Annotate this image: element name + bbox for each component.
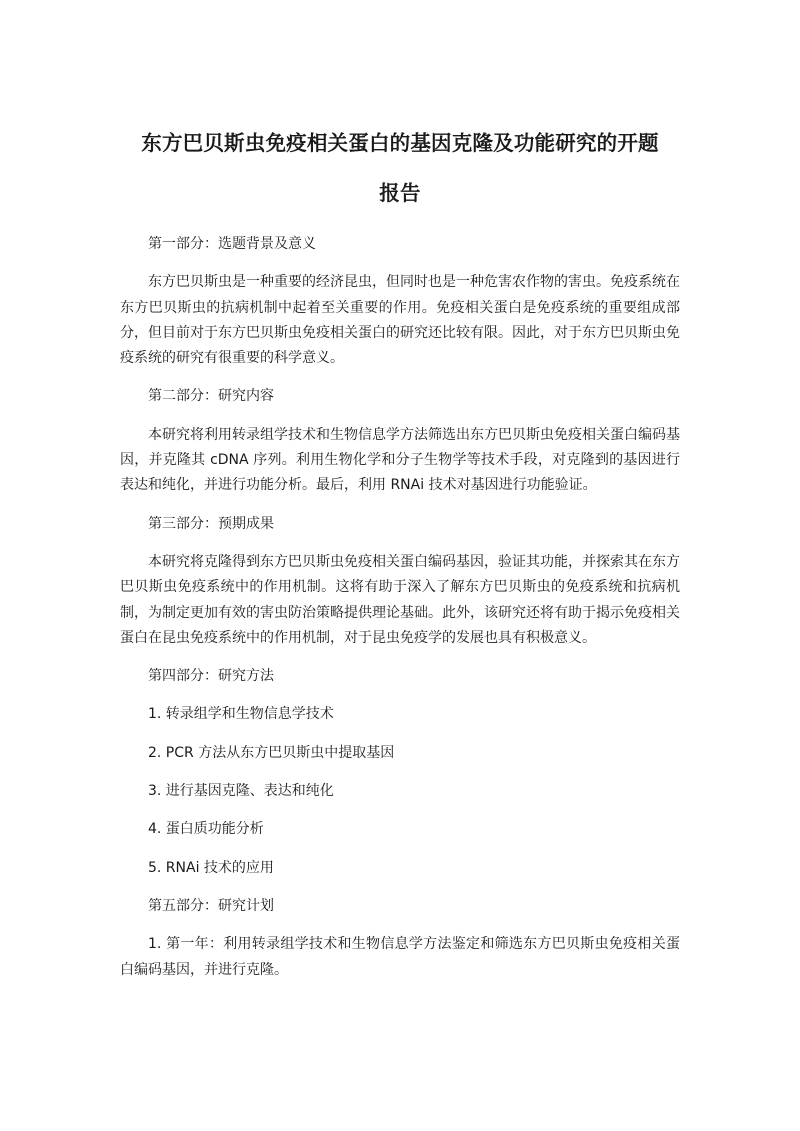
- part3-paragraph: 本研究将克隆得到东方巴贝斯虫免疫相关蛋白编码基因，验证其功能，并探索其在东方巴贝斯虫免疫系统中的作用机制。这将有助于深入了解东方巴贝斯虫的免疫系统和抗病机制，为制定更加有效的害虫防治策略提供理论基础。此外，该研究还将有助于揭示免疫相关蛋白在昆虫免疫系统中的作用机制，对于昆虫免疫学的发展也具有积极意义。: [120, 553, 680, 646]
- list-item: 1. 转录组学和生物信息学技术: [148, 706, 334, 723]
- document-title: [108, 118, 692, 218]
- part2-paragraph: 本研究将利用转录组学技术和生物信息学方法筛选出东方巴贝斯虫免疫相关蛋白编码基因，并克隆其 cDNA 序列。利用生物化学和分子生物学等技术手段，对克隆到的基因进行表达和纯化，并进行功能分析。最后，利用 RNAi 技术对基因进行功能验证。: [120, 426, 680, 494]
- title-line-1: 东方巴贝斯虫免疫相关蛋白的基因克隆及功能研究的开题: [141, 131, 659, 155]
- list-item: 1. 第一年：利用转录组学技术和生物信息学方法鉴定和筛选东方巴贝斯虫免疫相关蛋白编码基因，并进行克隆。: [120, 936, 680, 978]
- part5-heading: 第五部分：研究计划: [148, 897, 274, 914]
- part1-paragraph: 东方巴贝斯虫是一种重要的经济昆虫，但同时也是一种危害农作物的害虫。免疫系统在东方巴贝斯虫的抗病机制中起着至关重要的作用。免疫相关蛋白是免疫系统的重要组成部分，但目前对于东方巴贝斯虫免疫相关蛋白的研究还比较有限。因此，对于东方巴贝斯虫免疫系统的研究有很重要的科学意义。: [120, 274, 680, 367]
- list-item: 3. 进行基因克隆、表达和纯化: [148, 783, 334, 800]
- part3-heading: 第三部分：预期成果: [148, 515, 274, 532]
- part1-heading: 第一部分：选题背景及意义: [148, 236, 316, 252]
- list-item: 4. 蛋白质功能分析: [148, 821, 264, 838]
- list-item: 5. RNAi 技术的应用: [148, 859, 274, 876]
- part2-heading: 第二部分：研究内容: [148, 388, 274, 405]
- list-item: 2. PCR 方法从东方巴贝斯虫中提取基因: [148, 744, 395, 761]
- title-line-2: 报告: [379, 181, 421, 205]
- part4-heading: 第四部分：研究方法: [148, 668, 274, 685]
- document-body: [120, 232, 680, 983]
